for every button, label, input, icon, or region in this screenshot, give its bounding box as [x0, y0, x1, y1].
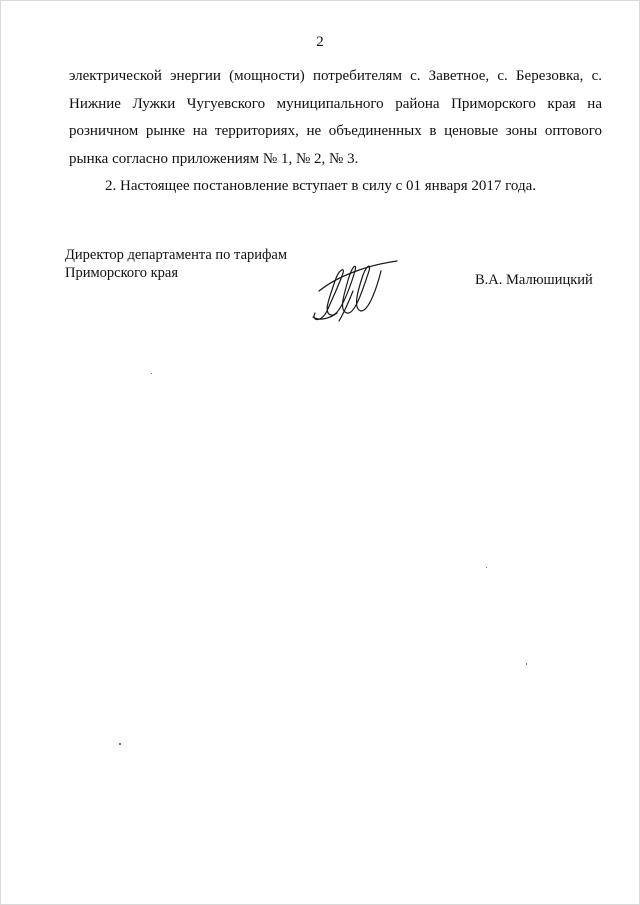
scan-speck: [119, 743, 121, 745]
paragraph-continuation: электрической энергии (мощности) потребителям с. Заветное, с. Березовка, с. Нижние Лужки Чугуевского муниципального района Приморского края на розничном рынке на территориях, не объединенных в ценовые зоны оптового рынка согласно приложениям № 1, № 2, № 3.: [69, 68, 602, 167]
scan-speck: [151, 373, 152, 374]
page-number: 2: [316, 34, 324, 50]
signatory-name: В.А. Малюшицкий: [475, 272, 593, 288]
handwritten-signature-icon: [309, 251, 399, 326]
scan-speck: [486, 567, 487, 568]
signatory-position-line2: Приморского края: [65, 265, 179, 281]
document-body: [69, 63, 602, 201]
paragraph-effective-date: 2. Настоящее постановление вступает в силу с 01 января 2017 года.: [105, 178, 537, 194]
signatory-position-line1: Директор департамента по тарифам: [65, 247, 288, 263]
scan-speck: [526, 663, 527, 665]
signatory-position: [65, 246, 287, 282]
